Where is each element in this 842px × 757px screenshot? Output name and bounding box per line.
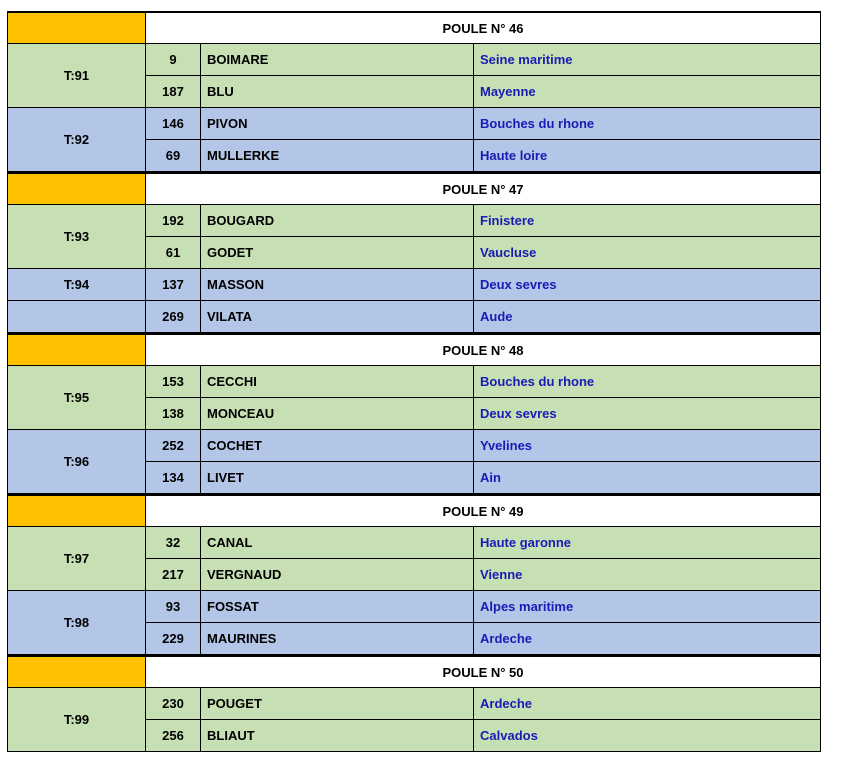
player-name: MAURINES bbox=[201, 623, 474, 655]
player-department: Bouches du rhone bbox=[474, 108, 821, 140]
poule-title: POULE N° 50 bbox=[146, 655, 821, 688]
player-number: 93 bbox=[146, 591, 201, 623]
poule-accent-cell bbox=[7, 172, 146, 205]
player-name: CECCHI bbox=[201, 366, 474, 398]
poule-accent-cell bbox=[7, 333, 146, 366]
player-number: 217 bbox=[146, 559, 201, 591]
player-department: Calvados bbox=[474, 720, 821, 752]
player-name: BOUGARD bbox=[201, 205, 474, 237]
player-name: VERGNAUD bbox=[201, 559, 474, 591]
player-number: 192 bbox=[146, 205, 201, 237]
player-department: Bouches du rhone bbox=[474, 366, 821, 398]
player-department: Finistere bbox=[474, 205, 821, 237]
player-number: 230 bbox=[146, 688, 201, 720]
team-label: T:99 bbox=[7, 688, 146, 752]
player-department: Seine maritime bbox=[474, 44, 821, 76]
player-department: Vienne bbox=[474, 559, 821, 591]
player-number: 61 bbox=[146, 237, 201, 269]
player-name: GODET bbox=[201, 237, 474, 269]
poule-accent-cell bbox=[7, 11, 146, 44]
poule-header-row bbox=[7, 172, 821, 205]
team-label: T:98 bbox=[7, 591, 146, 655]
team-label: T:92 bbox=[7, 108, 146, 172]
poule-header-row bbox=[7, 655, 821, 688]
player-number: 269 bbox=[146, 301, 201, 333]
player-number: 187 bbox=[146, 76, 201, 108]
player-name: LIVET bbox=[201, 462, 474, 494]
player-department: Haute loire bbox=[474, 140, 821, 172]
poule-title: POULE N° 46 bbox=[146, 11, 821, 44]
player-department: Mayenne bbox=[474, 76, 821, 108]
team-label: T:91 bbox=[7, 44, 146, 108]
poule-header-row bbox=[7, 494, 821, 527]
player-number: 252 bbox=[146, 430, 201, 462]
poule-accent-cell bbox=[7, 655, 146, 688]
player-name: PIVON bbox=[201, 108, 474, 140]
player-name: VILATA bbox=[201, 301, 474, 333]
player-name: CANAL bbox=[201, 527, 474, 559]
player-number: 134 bbox=[146, 462, 201, 494]
player-department: Ain bbox=[474, 462, 821, 494]
team-label: T:94 bbox=[7, 269, 146, 301]
player-number: 153 bbox=[146, 366, 201, 398]
player-name: MONCEAU bbox=[201, 398, 474, 430]
player-number: 69 bbox=[146, 140, 201, 172]
player-number: 9 bbox=[146, 44, 201, 76]
poule-title: POULE N° 48 bbox=[146, 333, 821, 366]
player-department: Ardeche bbox=[474, 688, 821, 720]
player-department: Aude bbox=[474, 301, 821, 333]
player-name: FOSSAT bbox=[201, 591, 474, 623]
player-department: Yvelines bbox=[474, 430, 821, 462]
player-name: BOIMARE bbox=[201, 44, 474, 76]
player-name: BLU bbox=[201, 76, 474, 108]
team-label: T:96 bbox=[7, 430, 146, 494]
player-name: MASSON bbox=[201, 269, 474, 301]
team-label: T:95 bbox=[7, 366, 146, 430]
player-number: 229 bbox=[146, 623, 201, 655]
player-department: Vaucluse bbox=[474, 237, 821, 269]
player-number: 146 bbox=[146, 108, 201, 140]
poule-header-row bbox=[7, 11, 821, 44]
poule-title: POULE N° 47 bbox=[146, 172, 821, 205]
player-number: 138 bbox=[146, 398, 201, 430]
poule-accent-cell bbox=[7, 494, 146, 527]
player-name: POUGET bbox=[201, 688, 474, 720]
team-label bbox=[7, 301, 146, 333]
team-label: T:93 bbox=[7, 205, 146, 269]
poules-table bbox=[7, 11, 821, 752]
poule-header-row bbox=[7, 333, 821, 366]
player-name: MULLERKE bbox=[201, 140, 474, 172]
player-name: COCHET bbox=[201, 430, 474, 462]
player-department: Alpes maritime bbox=[474, 591, 821, 623]
team-label: T:97 bbox=[7, 527, 146, 591]
player-number: 32 bbox=[146, 527, 201, 559]
player-number: 137 bbox=[146, 269, 201, 301]
player-department: Ardeche bbox=[474, 623, 821, 655]
poule-title: POULE N° 49 bbox=[146, 494, 821, 527]
player-department: Deux sevres bbox=[474, 398, 821, 430]
player-number: 256 bbox=[146, 720, 201, 752]
player-department: Haute garonne bbox=[474, 527, 821, 559]
player-department: Deux sevres bbox=[474, 269, 821, 301]
player-name: BLIAUT bbox=[201, 720, 474, 752]
